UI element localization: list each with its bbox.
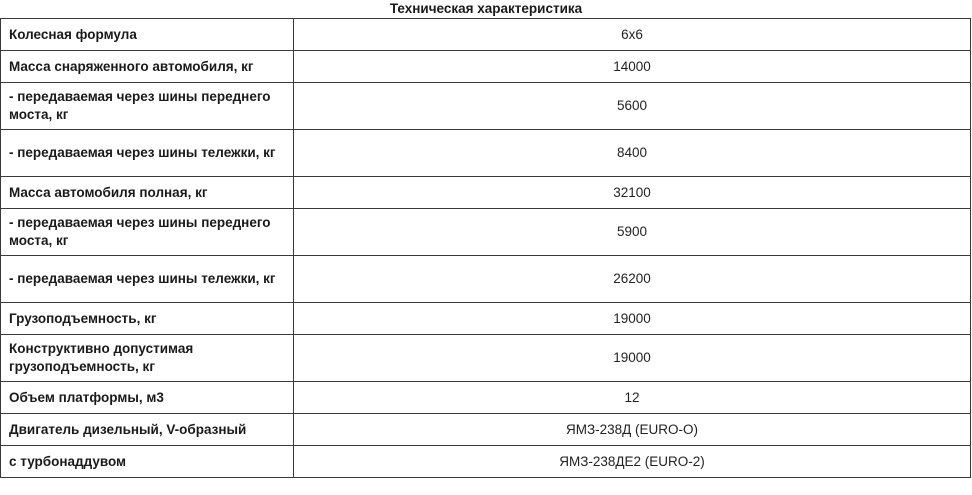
row-value: 32100 [294, 177, 971, 209]
row-label: Двигатель дизельный, V-образный [1, 414, 294, 446]
row-label: - передаваемая через шины переднего моста, кг [1, 209, 294, 256]
row-label: Масса автомобиля полная, кг [1, 177, 294, 209]
table-row [1, 130, 971, 177]
row-value: ЯМЗ-238Д (EURO-O) [294, 414, 971, 446]
row-label: Колесная формула [1, 19, 294, 51]
row-label: Объем платформы, м3 [1, 382, 294, 414]
row-label: - передаваемая через шины переднего моста, кг [1, 83, 294, 130]
row-label: Масса снаряженного автомобиля, кг [1, 51, 294, 83]
table-row [1, 414, 971, 446]
row-value: 19000 [294, 303, 971, 335]
table-row [1, 335, 971, 382]
table-row [1, 51, 971, 83]
row-value: 14000 [294, 51, 971, 83]
row-value: ЯМЗ-238ДЕ2 (EURO-2) [294, 446, 971, 478]
spec-title: Техническая характеристика [389, 1, 583, 16]
table-row [1, 382, 971, 414]
row-label: - передаваемая через шины тележки, кг [1, 130, 294, 177]
row-value: 8400 [294, 130, 971, 177]
table-row [1, 19, 971, 51]
row-value: 26200 [294, 256, 971, 303]
table-row [1, 209, 971, 256]
table-row [1, 303, 971, 335]
row-label: Конструктивно допустимая грузоподъемность, кг [1, 335, 294, 382]
row-label: с турбонаддувом [1, 446, 294, 478]
row-value: 12 [294, 382, 971, 414]
row-label: Грузоподъемность, кг [1, 303, 294, 335]
row-value: 6х6 [294, 19, 971, 51]
row-value: 5600 [294, 83, 971, 130]
table-row [1, 83, 971, 130]
row-value: 19000 [294, 335, 971, 382]
row-label: - передаваемая через шины тележки, кг [1, 256, 294, 303]
spec-table [0, 18, 971, 478]
row-value: 5900 [294, 209, 971, 256]
table-row [1, 256, 971, 303]
table-row [1, 177, 971, 209]
table-row [1, 446, 971, 478]
